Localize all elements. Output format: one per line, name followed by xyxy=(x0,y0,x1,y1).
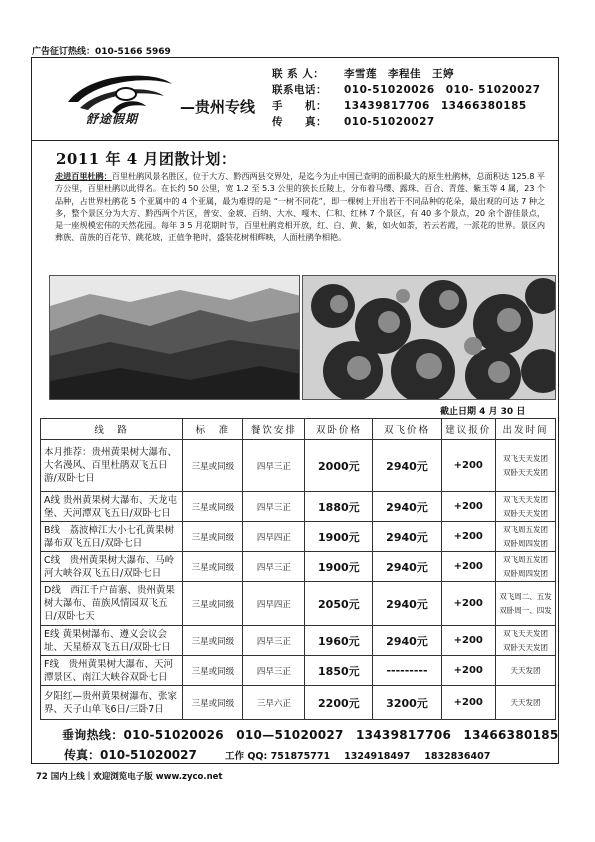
route-cell: A线 贵州黄果树大瀑布、天龙屯堡、天河潭双飞五日/双卧七日 xyxy=(41,492,183,522)
standard-cell: 三星或同级 xyxy=(183,440,243,492)
departure-cell: 双飞天天发团 双卧天天发团 xyxy=(495,626,555,656)
standard-cell: 三星或同级 xyxy=(183,522,243,552)
suggested-price-cell: +200 xyxy=(441,686,495,720)
contact-value: 010-51020027 xyxy=(344,116,435,128)
flight-price-cell: --------- xyxy=(373,656,441,686)
sleeper-price-cell: 2200元 xyxy=(305,686,373,720)
meals-cell: 四早四正 xyxy=(243,582,305,626)
hotline-label: 垂询热线： xyxy=(62,728,124,742)
header-divider xyxy=(31,140,559,141)
suggested-price-cell: +200 xyxy=(441,626,495,656)
departure-cell: 双飞周五发团 双卧周四发团 xyxy=(495,552,555,582)
route-cell: F线 贵州黄果树大瀑布、天河潭景区、南江大峡谷双卧七日 xyxy=(41,656,183,686)
header-meals: 餐饮安排 xyxy=(243,419,305,440)
departure-cell: 双飞天天发团 双卧天天发团 xyxy=(495,440,555,492)
suggested-price-cell: +200 xyxy=(441,656,495,686)
intro-lead[interactable]: 走进百里杜鹃： xyxy=(55,171,112,181)
brand-name: 舒途假期 xyxy=(86,112,139,126)
flight-price-cell: 2940元 xyxy=(373,492,441,522)
meals-cell: 四早三正 xyxy=(243,552,305,582)
table-row xyxy=(41,582,556,626)
azalea-blossoms-photo xyxy=(302,275,556,400)
sleeper-price-cell: 1900元 xyxy=(305,552,373,582)
meals-cell: 四早三正 xyxy=(243,626,305,656)
route-cell: B线 荔波樟江大小七孔黄果树瀑布双飞五日/双卧七日 xyxy=(41,522,183,552)
table-header-row xyxy=(41,419,556,440)
header-route: 线 路 xyxy=(41,419,183,440)
standard-cell: 三星或同级 xyxy=(183,552,243,582)
mountain-landscape-photo xyxy=(49,275,300,400)
hotline-numbers: 010-51020026 010—51020027 13439817706 13466380185 xyxy=(123,728,559,742)
suggested-price-cell: +200 xyxy=(441,522,495,552)
header-sleeper-price: 双卧价格 xyxy=(305,419,373,440)
ad-hotline: 广告征订热线：010-5166 5969 xyxy=(32,47,171,57)
standard-cell: 三星或同级 xyxy=(183,686,243,720)
intro-paragraph xyxy=(55,170,545,244)
meals-cell: 四早三正 xyxy=(243,656,305,686)
qq-number: 1324918497 xyxy=(344,751,411,762)
qq-block xyxy=(225,751,490,762)
route-cell: C线 贵州黄果树大瀑布、马岭河大峡谷双飞五日/双卧七日 xyxy=(41,552,183,582)
route-cell: D线 西江千户苗寨、贵州黄果树大瀑布、苗族风情园双飞五日/双卧七天 xyxy=(41,582,183,626)
suggested-price-cell: +200 xyxy=(441,440,495,492)
meals-cell: 三早六正 xyxy=(243,686,305,720)
flight-price-cell: 2940元 xyxy=(373,582,441,626)
table-row xyxy=(41,626,556,656)
intro-text: 百里杜鹃风景名胜区，位于大方、黔西两县交界处，是迄今为止中国已查明的面积最大的原生杜鹃林，总面积达 125.8 平方公里，百里杜鹃以此得名。在长约 50 公里，宽 1.2 至 5.3 公里的狭长丘陵上，分布着马缨、露珠、百合、青莲、紫玉等 4 属，23 个品种，占世界杜鹃花 5 个亚属中的 4 个亚属，最为难得的是 “一树不同花”，即一棵树上开出若干不同品种的花朵，最出观的可达 7 种之多，整个景区分为大方、黔西两个片区，普安、金坡、百纳、大水、嘎木、仁和、红林 7 个景区，有 40 多个景点，20 余个游佳景点，是一座规模宏伟的天然花园。每年 3 5 月花期时节，百里杜鹃竞相开放，红、白、黄、紫，如火如荼，若云若霞，一派花的世界。景区内彝族、苗族的百花节、跳花坡，正值争艳时，盛装花树相辉映，人面杜鹃争相艳。 xyxy=(55,171,545,243)
inquiry-hotline xyxy=(62,726,559,743)
qq-label: 工作 QQ: xyxy=(225,751,271,762)
contact-row xyxy=(272,98,541,114)
flight-price-cell: 2940元 xyxy=(373,440,441,492)
contact-block xyxy=(272,66,541,130)
meals-cell: 四早四正 xyxy=(243,522,305,552)
table-row xyxy=(41,522,556,552)
table-row xyxy=(41,440,556,492)
route-cell: E线 黄果树瀑布、遵义会议会址、天星桥双飞五日/双卧七日 xyxy=(41,626,183,656)
departure-cell: 双飞周二、五发 双卧周一、四发 xyxy=(495,582,555,626)
contact-value: 13439817706 13466380185 xyxy=(344,100,527,112)
contact-row xyxy=(272,114,541,130)
suggested-price-cell: +200 xyxy=(441,552,495,582)
table-row xyxy=(41,492,556,522)
page-footer: 72 国内上线｜欢迎浏览电子版 www.zyco.net xyxy=(36,772,223,782)
plan-title: 2011 年 4 月团散计划： xyxy=(56,150,237,168)
suggested-price-cell: +200 xyxy=(441,582,495,626)
contact-label: 联 系 人： xyxy=(272,68,325,80)
contact-row xyxy=(272,82,541,98)
fax-number: 010-51020027 xyxy=(100,748,197,762)
header-departure: 出发时间 xyxy=(495,419,555,440)
header-flight-price: 双飞价格 xyxy=(373,419,441,440)
standard-cell: 三星或同级 xyxy=(183,656,243,686)
flight-price-cell: 2940元 xyxy=(373,522,441,552)
standard-cell: 三星或同级 xyxy=(183,492,243,522)
contact-label: 联系电话： xyxy=(272,84,327,96)
flight-price-cell: 3200元 xyxy=(373,686,441,720)
departure-cell: 双飞周五发团 双卧周四发团 xyxy=(495,522,555,552)
sleeper-price-cell: 1880元 xyxy=(305,492,373,522)
sleeper-price-cell: 1850元 xyxy=(305,656,373,686)
contact-value: 010-51020026 010- 51020027 xyxy=(344,84,541,96)
meals-cell: 四早三正 xyxy=(243,492,305,522)
header-standard: 标 准 xyxy=(183,419,243,440)
fax-label: 传真： xyxy=(64,748,101,762)
departure-cell: 双飞天天发团 双卧天天发团 xyxy=(495,492,555,522)
contact-row xyxy=(272,66,541,82)
sleeper-price-cell: 1960元 xyxy=(305,626,373,656)
header-suggested-price: 建议报价 xyxy=(441,419,495,440)
standard-cell: 三星或同级 xyxy=(183,582,243,626)
departure-cell: 天天发团 xyxy=(495,656,555,686)
sleeper-price-cell: 1900元 xyxy=(305,522,373,552)
qq-number: 751875771 xyxy=(270,751,331,762)
deadline-note: 截止日期 4 月 30 日 xyxy=(440,407,526,417)
fax-and-qq xyxy=(64,746,490,763)
sleeper-price-cell: 2000元 xyxy=(305,440,373,492)
suggested-price-cell: +200 xyxy=(441,492,495,522)
table-row xyxy=(41,656,556,686)
table-row xyxy=(41,686,556,720)
contact-label: 传 真： xyxy=(272,116,327,128)
table-row xyxy=(41,552,556,582)
contact-label: 手 机： xyxy=(272,100,327,112)
sleeper-price-cell: 2050元 xyxy=(305,582,373,626)
route-cell: 夕阳红—贵州黄果树瀑布、张家界、天子山单飞6日/三卧7日 xyxy=(41,686,183,720)
departure-cell: 天天发团 xyxy=(495,686,555,720)
flight-price-cell: 2940元 xyxy=(373,626,441,656)
meals-cell: 四早三正 xyxy=(243,440,305,492)
qq-number: 1832836407 xyxy=(424,751,491,762)
standard-cell: 三星或同级 xyxy=(183,626,243,656)
contact-value: 李雪莲 李程佳 王婷 xyxy=(344,68,454,80)
route-price-table xyxy=(40,418,556,720)
route-cell: 本月推荐：贵州黄果树大瀑布、大名漫风、百里杜鹃双飞五日游/双卧七日 xyxy=(41,440,183,492)
flight-price-cell: 2940元 xyxy=(373,552,441,582)
line-subtitle: —贵州专线 xyxy=(180,98,256,116)
